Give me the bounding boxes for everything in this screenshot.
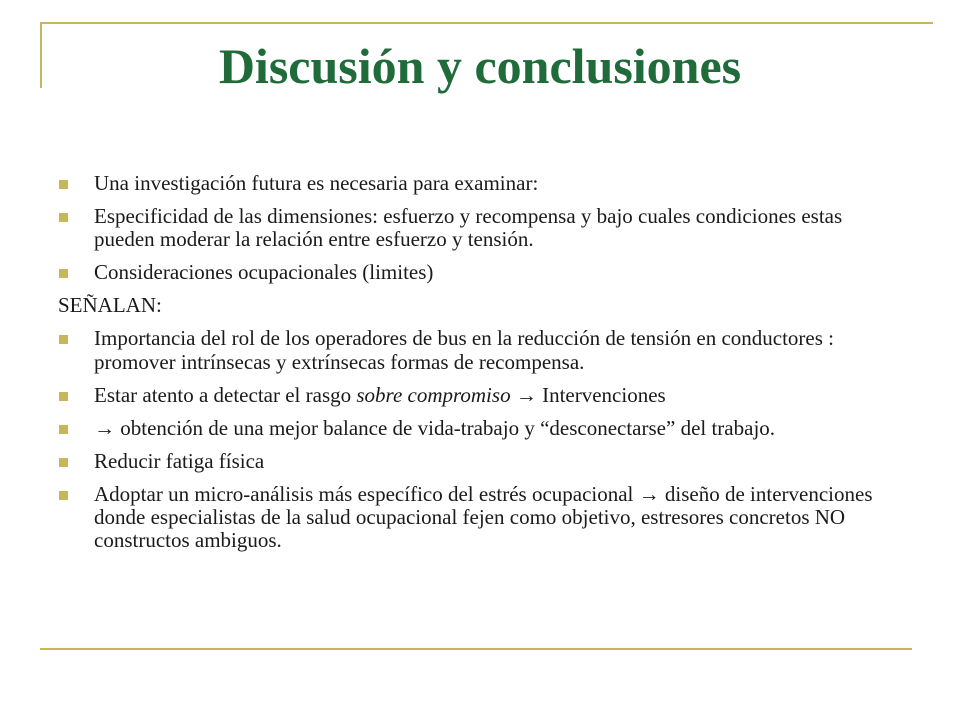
bottom-rule (40, 648, 912, 650)
list-item (58, 450, 908, 473)
list-item-text-italic: sobre compromiso (356, 382, 511, 407)
list-item (58, 327, 908, 373)
square-bullet-icon (59, 269, 68, 278)
section-label-text: SEÑALAN: (58, 293, 162, 318)
section-label (58, 294, 908, 317)
list-item-text: Adoptar un micro-análisis más específico del estrés ocupacional → diseño de intervenciones donde especialistas de la salud ocupacional fejen como objetivo, estresores concretos NO constructos ambiguos. (94, 481, 873, 553)
list-item (58, 205, 908, 251)
top-rule (40, 22, 933, 24)
list-item-text: Una investigación futura es necesaria para examinar: (94, 171, 539, 195)
list-item-text: Consideraciones ocupacionales (limites) (94, 260, 434, 285)
square-bullet-icon (59, 491, 68, 500)
list-item-text-after: → Intervenciones (510, 382, 666, 407)
list-item (58, 172, 908, 195)
list-item-text-before: Estar atento a detectar el rasgo (94, 382, 357, 407)
list-item-text: Importancia del rol de los operadores de bus en la reducción de tensión en conductores : promover intrínsecas y extrínsecas formas de recompensa. (94, 326, 834, 374)
slide-title: Discusión y conclusiones (218, 38, 742, 94)
list-item (58, 384, 908, 407)
list-item-text: Especificidad de las dimensiones: esfuerzo y recompensa y bajo cuales condiciones estas pueden moderar la relación entre esfuerzo y tensión. (94, 204, 843, 252)
list-item (58, 261, 908, 284)
list-item (58, 417, 908, 440)
square-bullet-icon (59, 335, 68, 344)
square-bullet-icon (59, 458, 68, 467)
square-bullet-icon (59, 180, 68, 189)
list-item-text: Reducir fatiga física (94, 448, 265, 473)
list-item (58, 483, 908, 552)
slide-content (58, 172, 908, 562)
square-bullet-icon (59, 213, 68, 222)
square-bullet-icon (59, 425, 68, 434)
list-item-text: → obtención de una mejor balance de vida-trabajo y “desconectarse” del trabajo. (94, 415, 776, 440)
square-bullet-icon (59, 392, 68, 401)
